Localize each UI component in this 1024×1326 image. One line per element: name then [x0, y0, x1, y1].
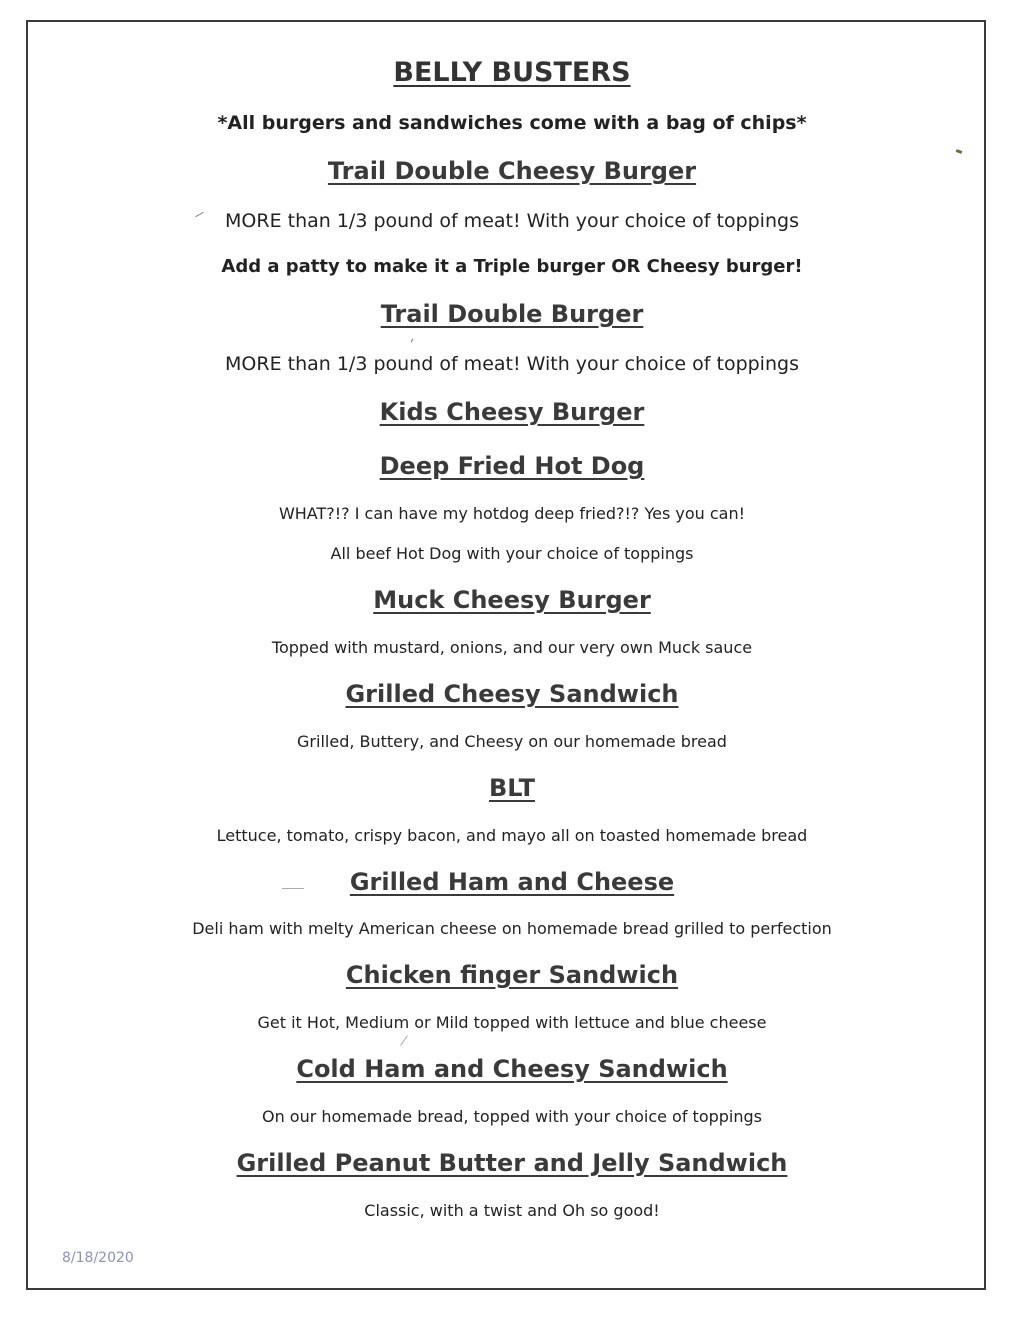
item-title: Chicken finger Sandwich — [345, 961, 679, 989]
item-description: WHAT?!? I can have my hotdog deep fried?!? Yes you can! — [278, 504, 746, 523]
item-description: Classic, with a twist and Oh so good! — [364, 1201, 660, 1220]
item-title: Muck Cheesy Burger — [373, 586, 651, 614]
item-title: Grilled Cheesy Sandwich — [345, 680, 679, 708]
item-title: Grilled Peanut Butter and Jelly Sandwich — [236, 1149, 788, 1177]
item-title: Grilled Ham and Cheese — [349, 868, 675, 896]
item-title: Deep Fried Hot Dog — [379, 452, 645, 480]
item-description: Grilled, Buttery, and Cheesy on our homemade bread — [297, 732, 727, 751]
item-description: Lettuce, tomato, crispy bacon, and mayo all on toasted homemade bread — [216, 826, 808, 845]
item-description: MORE than 1/3 pound of meat! With your choice of toppings — [225, 353, 799, 375]
item-title: Kids Cheesy Burger — [379, 398, 645, 426]
menu-date: 8/18/2020 — [62, 1250, 134, 1266]
item-description: All beef Hot Dog with your choice of toppings — [330, 544, 694, 563]
item-description: Get it Hot, Medium or Mild topped with lettuce and blue cheese — [257, 1013, 767, 1032]
item-title: Trail Double Burger — [380, 300, 644, 328]
item-title: Cold Ham and Cheesy Sandwich — [296, 1055, 728, 1083]
menu-subtitle: *All burgers and sandwiches come with a bag of chips* — [217, 112, 807, 134]
item-description: MORE than 1/3 pound of meat! With your choice of toppings — [225, 210, 799, 232]
menu-title: BELLY BUSTERS — [393, 57, 631, 88]
item-description: Topped with mustard, onions, and our very own Muck sauce — [271, 638, 753, 657]
item-description: Add a patty to make it a Triple burger OR Cheesy burger! — [221, 256, 803, 277]
item-description: On our homemade bread, topped with your choice of toppings — [261, 1107, 763, 1126]
item-description: Deli ham with melty American cheese on homemade bread grilled to perfection — [192, 919, 832, 938]
item-title: Trail Double Cheesy Burger — [327, 157, 697, 185]
item-title: BLT — [489, 774, 535, 802]
